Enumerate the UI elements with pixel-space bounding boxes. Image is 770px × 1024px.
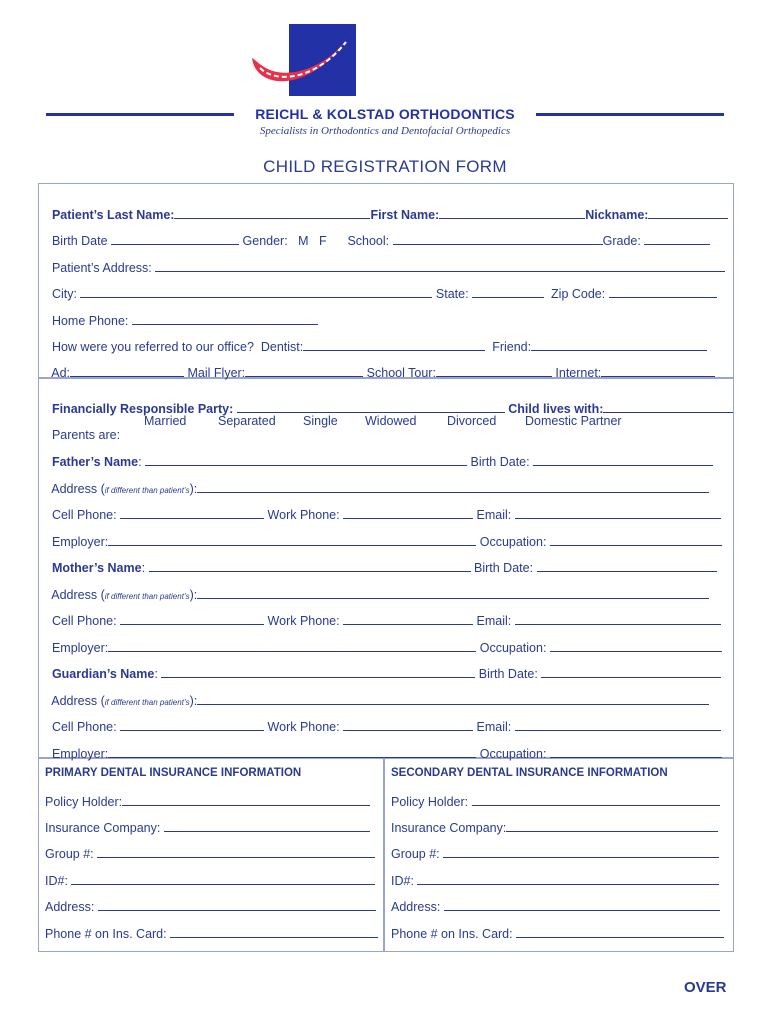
secondary-insurance-title: SECONDARY DENTAL INSURANCE INFORMATION	[391, 767, 668, 779]
father-address-field[interactable]	[197, 481, 709, 493]
status-married[interactable]: Married	[144, 414, 187, 428]
mother-email-label: Email:	[476, 614, 512, 628]
father-address-close: ):	[189, 482, 198, 496]
responsible-party-field[interactable]	[237, 401, 505, 413]
primary-phone-label: Phone # on Ins. Card:	[45, 927, 167, 941]
guardian-address-label: Address (	[51, 694, 105, 708]
parents-are-label: Parents are:	[51, 428, 121, 442]
grade-field[interactable]	[644, 233, 710, 245]
secondary-phone-field[interactable]	[516, 926, 724, 938]
over-indicator: OVER	[684, 979, 727, 996]
practice-name: REICHL & KOLSTAD ORTHODONTICS	[255, 106, 515, 122]
guardian-name-label: Guardian’s Name	[51, 667, 155, 681]
home-phone-field[interactable]	[132, 313, 318, 325]
guardian-address-close: ):	[189, 694, 198, 708]
status-separated[interactable]: Separated	[218, 414, 276, 428]
guardian-email-field[interactable]	[515, 719, 721, 731]
first-name-field[interactable]	[439, 207, 585, 219]
mother-employer-field[interactable]	[108, 640, 476, 652]
secondary-phone-label: Phone # on Ins. Card:	[391, 927, 513, 941]
status-widowed[interactable]: Widowed	[365, 414, 417, 428]
primary-company-field[interactable]	[164, 820, 370, 832]
city-field[interactable]	[80, 286, 432, 298]
mother-cell-label: Cell Phone:	[51, 614, 117, 628]
father-cell-label: Cell Phone:	[51, 508, 117, 522]
mother-work-field[interactable]	[343, 613, 473, 625]
guardian-birth-date-field[interactable]	[541, 666, 721, 678]
logo-smile-icon	[246, 22, 360, 100]
secondary-policy-holder-field[interactable]	[472, 794, 720, 806]
mother-address-label: Address (	[51, 588, 105, 602]
child-lives-field[interactable]	[603, 401, 733, 413]
birth-date-label: Birth Date	[51, 234, 108, 248]
father-birth-date-field[interactable]	[533, 454, 713, 466]
father-email-field[interactable]	[515, 507, 721, 519]
ad-field[interactable]	[70, 365, 184, 377]
school-tour-field[interactable]	[436, 365, 552, 377]
secondary-group-label: Group #:	[391, 847, 440, 861]
city-label: City:	[51, 287, 77, 301]
primary-address-field[interactable]	[98, 899, 376, 911]
referred-label: How were you referred to our office? Dentist:	[51, 340, 304, 354]
patient-address-label: Patient’s Address:	[51, 261, 152, 275]
secondary-id-label: ID#:	[391, 874, 414, 888]
father-employer-field[interactable]	[108, 534, 476, 546]
first-name-label: First Name:	[370, 208, 440, 222]
mother-address-note: if different than patient’s	[104, 592, 190, 601]
mother-occupation-label: Occupation:	[479, 641, 547, 655]
father-occupation-label: Occupation:	[479, 535, 547, 549]
father-address-note: if different than patient’s	[104, 486, 190, 495]
dentist-field[interactable]	[303, 339, 485, 351]
father-address-label: Address (	[51, 482, 105, 496]
father-work-label: Work Phone:	[267, 508, 340, 522]
mail-flyer-label: Mail Flyer:	[187, 366, 246, 380]
guardian-occupation-field[interactable]	[550, 746, 722, 758]
birth-date-field[interactable]	[111, 233, 239, 245]
guardian-address-note: if different than patient’s	[104, 698, 190, 707]
father-name-field[interactable]	[145, 454, 467, 466]
primary-insurance-title: PRIMARY DENTAL INSURANCE INFORMATION	[45, 767, 302, 779]
father-occupation-field[interactable]	[550, 534, 722, 546]
school-label: School:	[347, 234, 390, 248]
guardian-birth-date-label: Birth Date:	[478, 667, 538, 681]
responsible-party-label: Financially Responsible Party:	[51, 402, 234, 416]
mother-name-field[interactable]	[149, 560, 471, 572]
ad-label: Ad:	[51, 366, 71, 380]
practice-tagline: Specialists in Orthodontics and Dentofacial Orthopedics	[259, 125, 511, 137]
secondary-address-label: Address:	[391, 900, 441, 914]
gender-f-option[interactable]: F	[318, 234, 327, 248]
father-email-label: Email:	[476, 508, 512, 522]
mother-employer-label: Employer:	[51, 641, 109, 655]
secondary-policy-holder-label: Policy Holder:	[391, 795, 469, 809]
guardian-address-field[interactable]	[197, 693, 709, 705]
friend-label: Friend:	[492, 340, 532, 354]
nickname-label: Nickname:	[585, 208, 649, 222]
primary-policy-holder-field[interactable]	[122, 794, 370, 806]
guardian-cell-field[interactable]	[120, 719, 264, 731]
guardian-work-field[interactable]	[343, 719, 473, 731]
primary-group-label: Group #:	[45, 847, 94, 861]
zip-field[interactable]	[609, 286, 717, 298]
father-employer-label: Employer:	[51, 535, 109, 549]
primary-phone-field[interactable]	[170, 926, 378, 938]
mother-occupation-field[interactable]	[550, 640, 722, 652]
father-work-field[interactable]	[343, 507, 473, 519]
patient-address-field[interactable]	[155, 260, 725, 272]
guardian-email-label: Email:	[476, 720, 512, 734]
secondary-address-field[interactable]	[444, 899, 720, 911]
guardian-occupation-label: Occupation:	[479, 747, 547, 761]
gender-m-option[interactable]: M	[298, 234, 309, 248]
mother-birth-date-label: Birth Date:	[474, 561, 534, 575]
school-field[interactable]	[393, 233, 603, 245]
secondary-group-field[interactable]	[443, 846, 719, 858]
last-name-field[interactable]	[174, 207, 370, 219]
state-field[interactable]	[472, 286, 544, 298]
guardian-cell-label: Cell Phone:	[51, 720, 117, 734]
guardian-name-field[interactable]	[161, 666, 475, 678]
school-tour-label: School Tour:	[366, 366, 436, 380]
status-single[interactable]: Single	[303, 414, 338, 428]
mother-name-label: Mother’s Name	[51, 561, 142, 575]
primary-id-label: ID#:	[45, 874, 68, 888]
guardian-employer-label: Employer:	[51, 747, 109, 761]
father-name-label: Father’s Name	[51, 455, 139, 469]
secondary-company-label: Insurance Company:	[391, 821, 507, 835]
grade-label: Grade:	[602, 234, 641, 248]
state-label: State:	[435, 287, 469, 301]
mother-email-field[interactable]	[515, 613, 721, 625]
mother-address-close: ):	[189, 588, 198, 602]
mother-work-label: Work Phone:	[267, 614, 340, 628]
zip-label: Zip Code:	[551, 287, 606, 301]
father-cell-field[interactable]	[120, 507, 264, 519]
secondary-company-field[interactable]	[506, 820, 718, 832]
status-divorced[interactable]: Divorced	[447, 414, 497, 428]
primary-company-label: Insurance Company:	[45, 821, 161, 835]
gender-label: Gender:	[242, 234, 288, 248]
mother-birth-date-field[interactable]	[537, 560, 717, 572]
home-phone-label: Home Phone:	[51, 314, 129, 328]
form-title: CHILD REGISTRATION FORM	[263, 157, 507, 176]
mother-address-field[interactable]	[197, 587, 709, 599]
nickname-field[interactable]	[648, 207, 728, 219]
primary-address-label: Address:	[45, 900, 95, 914]
child-lives-label: Child lives with:	[508, 402, 604, 416]
mother-cell-field[interactable]	[120, 613, 264, 625]
internet-label: Internet:	[555, 366, 602, 380]
secondary-id-field[interactable]	[417, 873, 719, 885]
internet-field[interactable]	[601, 365, 715, 377]
father-birth-date-label: Birth Date:	[470, 455, 530, 469]
primary-policy-holder-label: Policy Holder:	[45, 795, 123, 809]
last-name-label: Patient’s Last Name:	[51, 208, 175, 222]
primary-id-field[interactable]	[71, 873, 375, 885]
guardian-work-label: Work Phone:	[267, 720, 340, 734]
guardian-employer-field[interactable]	[108, 746, 476, 758]
mail-flyer-field[interactable]	[245, 365, 363, 377]
primary-group-field[interactable]	[97, 846, 375, 858]
status-domestic-partner[interactable]: Domestic Partner	[525, 414, 622, 428]
friend-field[interactable]	[531, 339, 707, 351]
